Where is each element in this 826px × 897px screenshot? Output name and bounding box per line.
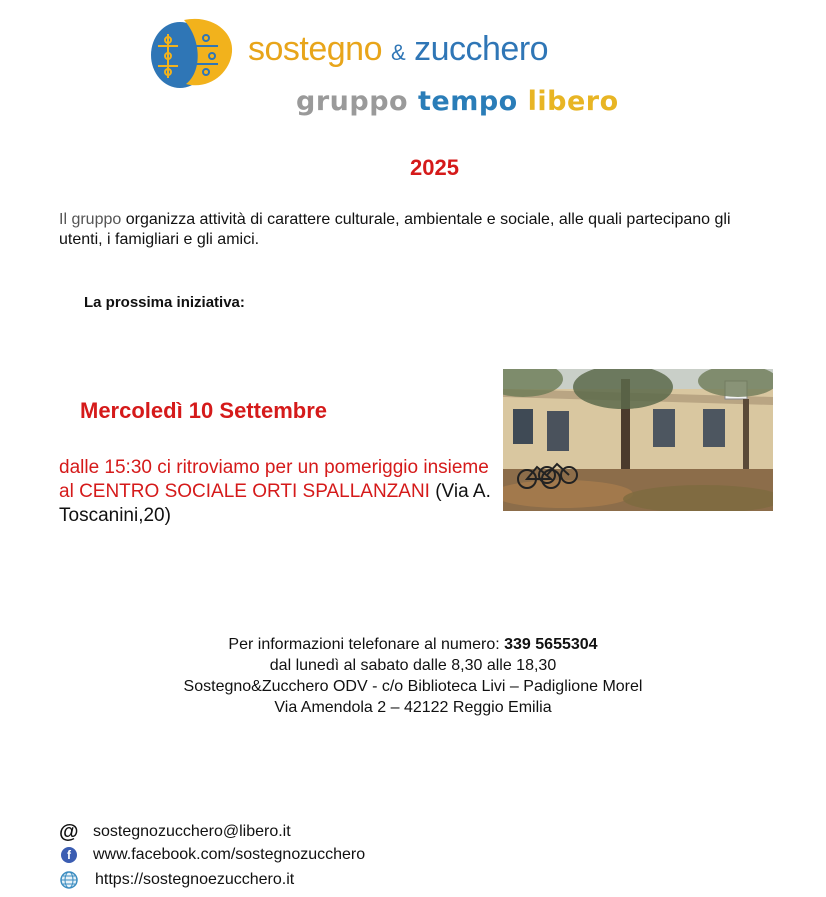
brand-part1: sostegno	[248, 30, 382, 68]
subtitle-word-gruppo: gruppo	[296, 86, 409, 117]
brand-subtitle	[296, 86, 619, 117]
contact-website	[59, 870, 294, 890]
info-org-line: Sostegno&Zucchero ODV - c/o Biblioteca Livi – Padiglione Morel	[183, 678, 643, 695]
intro-paragraph	[59, 210, 759, 250]
globe-icon	[59, 870, 79, 890]
brand-amp: &	[390, 40, 406, 65]
subtitle-word-tempo: tempo	[417, 86, 518, 117]
next-initiative-label: La prossima iniziativa:	[84, 294, 245, 311]
year-heading: 2025	[410, 155, 459, 180]
brand-name	[248, 30, 548, 69]
info-hours-line: dal lunedì al sabato dalle 8,30 alle 18,30	[269, 657, 557, 674]
centro-sociale-photo	[503, 369, 773, 511]
contact-facebook	[59, 846, 365, 864]
contact-email	[59, 822, 291, 842]
intro-text: organizza attività di carattere culturale, ambientale e sociale, alle quali partecipano gli utenti, i famigliari e gli amici.	[59, 211, 731, 248]
info-phone-number: 339 5655304	[504, 636, 598, 653]
info-address-line: Via Amendola 2 – 42122 Reggio Emilia	[274, 699, 552, 716]
facebook-icon: f	[61, 847, 77, 863]
brand-part2: zucchero	[414, 30, 549, 68]
website-link[interactable]: https://sostegnoezucchero.it	[95, 871, 295, 889]
info-phone-label: Per informazioni telefonare al numero:	[228, 636, 505, 653]
logo-mark-icon	[150, 12, 234, 90]
event-description	[59, 456, 499, 528]
event-date: Mercoledì 10 Settembre	[80, 398, 327, 423]
at-icon: @	[59, 821, 79, 843]
event-address: (Via A. Toscanini,20)	[59, 481, 491, 526]
email-link[interactable]: sostegnozucchero@libero.it	[93, 823, 291, 841]
info-phone-line	[100, 634, 726, 655]
intro-highlight: Il gruppo	[59, 211, 122, 228]
subtitle-word-libero: libero	[527, 86, 619, 117]
info-block	[100, 634, 726, 718]
facebook-link[interactable]: www.facebook.com/sostegnozucchero	[93, 846, 366, 863]
event-description-text: dalle 15:30 ci ritroviamo per un pomeriggio insieme al CENTRO SOCIALE ORTI SPALLANZANI	[59, 457, 489, 502]
